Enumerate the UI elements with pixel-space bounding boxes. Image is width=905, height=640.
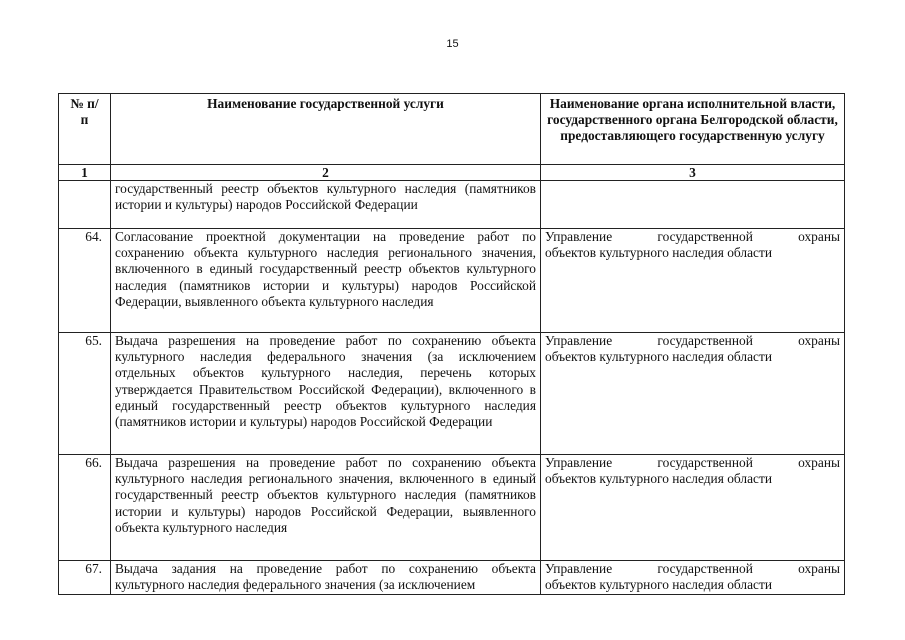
- authority-name-line2: объектов культурного наследия области: [545, 245, 772, 261]
- authority-name-line2: объектов культурного наследия области: [545, 471, 772, 487]
- service-name: Выдача разрешения на проведение работ по сохранению объекта культурного наследия регионального значения, включенного в единый государственный реестр объектов культурного наследия (памятников истории и культуры) народов Российской Федерации, выявленного объекта культурного наследия: [111, 455, 541, 561]
- header-number: № п/п: [59, 94, 111, 165]
- authority-name: [541, 561, 845, 595]
- service-name: государственный реестр объектов культурного наследия (памятников истории и культуры) народов Российской Федерации: [111, 181, 541, 229]
- column-number-1: 1: [59, 165, 111, 181]
- authority-name: [541, 333, 845, 455]
- authority-name-line1: Управление государственной охраны: [545, 229, 840, 244]
- table-row: [59, 333, 845, 455]
- row-number: 67.: [59, 561, 111, 595]
- table-header-row: [59, 94, 845, 165]
- row-number: 66.: [59, 455, 111, 561]
- authority-name-line1: Управление государственной охраны: [545, 333, 840, 348]
- table-row: [59, 229, 845, 333]
- header-service-name: Наименование государственной услуги: [111, 94, 541, 165]
- header-authority-name: Наименование органа исполнительной власти, государственного органа Белгородской области, предоставляющего государственную услугу: [541, 94, 845, 165]
- services-table: [58, 93, 845, 595]
- authority-name-line1: Управление государственной охраны: [545, 455, 840, 470]
- authority-name: [541, 229, 845, 333]
- authority-name: [541, 181, 845, 229]
- authority-name-line1: Управление государственной охраны: [545, 561, 840, 576]
- authority-name-line2: объектов культурного наследия области: [545, 577, 772, 593]
- authority-name: [541, 455, 845, 561]
- column-number-2: 2: [111, 165, 541, 181]
- table-row: [59, 455, 845, 561]
- table-row: [59, 561, 845, 595]
- row-number: 64.: [59, 229, 111, 333]
- page-number: 15: [446, 38, 459, 50]
- column-number-3: 3: [541, 165, 845, 181]
- row-number: 65.: [59, 333, 111, 455]
- service-name: Выдача разрешения на проведение работ по сохранению объекта культурного наследия федерального значения (за исключением отдельных объектов культурного наследия, перечень которых утверждается Правительством Российской Федерации), включенного в единый государственный реестр объектов культурного наследия (памятников истории и культуры) народов Российской Федерации: [111, 333, 541, 455]
- service-name: Согласование проектной документации на проведение работ по сохранению объекта культурного наследия регионального значения, включенного в единый государственный реестр объектов культурного наследия (памятников истории и культуры) народов Российской Федерации, выявленного объекта культурного наследия: [111, 229, 541, 333]
- column-number-row: [59, 165, 845, 181]
- authority-name-line2: объектов культурного наследия области: [545, 349, 772, 365]
- table-row: [59, 181, 845, 229]
- row-number: [59, 181, 111, 229]
- service-name: Выдача задания на проведение работ по сохранению объекта культурного наследия федерального значения (за исключением: [111, 561, 541, 595]
